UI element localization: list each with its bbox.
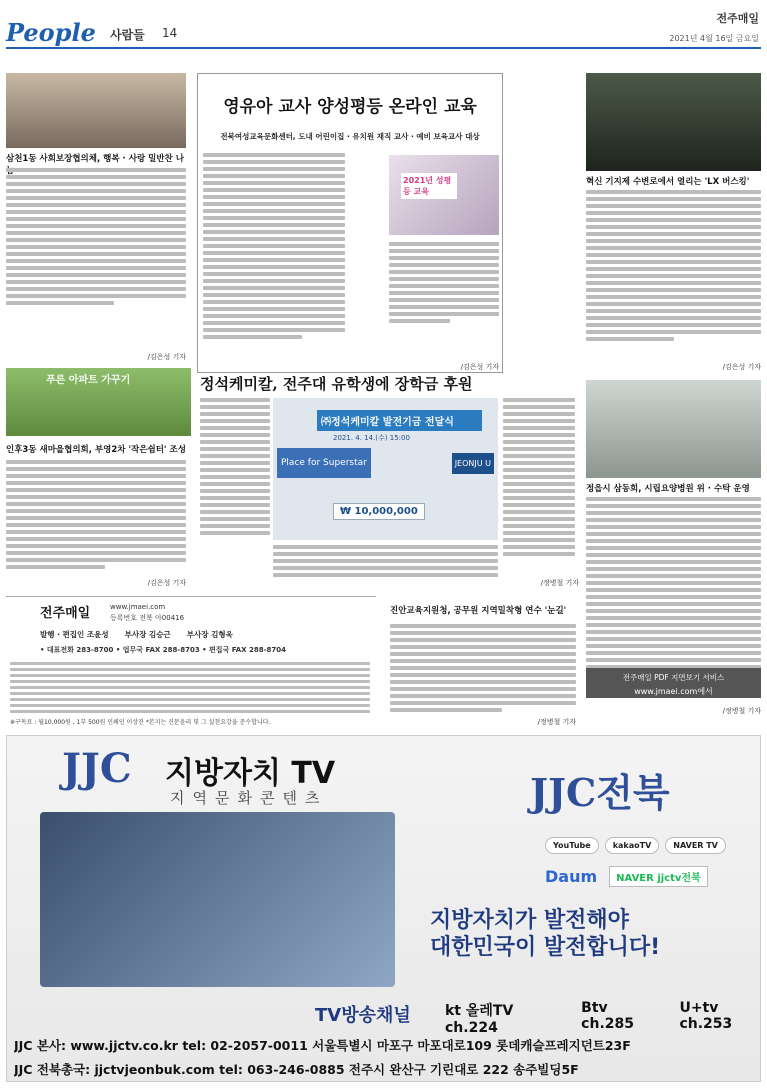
section-subtitle: 사람들 [110, 28, 145, 42]
article2-body-col1 [203, 153, 345, 339]
article2-photo-caption: 2021년 성평등 교육 [401, 173, 457, 199]
article5-body-col3 [503, 398, 575, 556]
jjc-right-logo: JJC전북 [530, 770, 670, 815]
tv-channels [445, 1000, 767, 1036]
section-title: People [6, 18, 96, 47]
brand-name: 전주매일 [716, 12, 759, 25]
masthead-footer: ※구독료 : 월10,000원 , 1부 500원 인쇄인 이상진 *본지는 신문윤리 및 그 실천요강을 준수합니다. [10, 719, 271, 726]
article3-headline: 혁신 기지제 수변로에서 열리는 'LX 버스킹' [586, 177, 750, 187]
ad-slogan-2: 대한민국이 발전합니다! [430, 935, 661, 960]
pdf-service-box[interactable] [586, 668, 761, 698]
article7-byline: /정병철 기자 [537, 718, 576, 726]
article5-photo [273, 398, 498, 540]
article4-banner: 푸른 아파트 가꾸기 [46, 375, 131, 386]
channel-olleh: kt 올레TV ch.224 [445, 1003, 514, 1036]
pdf-service-line1: 전주매일 PDF 지면보기 서비스 [622, 673, 725, 682]
article7-headline: 진안교육지원청, 공무원 지역밀착형 연수 '눈길' [390, 606, 567, 616]
article2-photo [389, 155, 499, 235]
article5-univ-text: JEONJU U [452, 453, 494, 474]
article4-body [6, 460, 186, 569]
article3-photo [586, 73, 761, 171]
article2-body-col2 [389, 242, 499, 323]
masthead-staff [40, 629, 370, 640]
article2-headline: 영유아 교사 양성평등 온라인 교육 [223, 97, 477, 117]
article5-amount: ₩ 10,000,000 [333, 503, 425, 520]
header-rule [6, 47, 761, 49]
youtube-badge[interactable]: YouTube [545, 837, 599, 854]
issue-date: 2021년 4월 16일 금요일 [669, 34, 759, 43]
article4-headline: 인후3동 새마을협의회, 부영2차 '작은쉼터' 조성 [6, 445, 186, 455]
article4-photo [6, 368, 191, 436]
article6-byline: /정병철 기자 [722, 707, 761, 715]
article1-photo [6, 73, 186, 148]
jjc-portals [545, 866, 708, 887]
naver-logo[interactable]: NAVER jjctv전북 [609, 866, 708, 887]
article1-headline: 삼천1동 사회보장협의체, 행복 · 사랑 밀반찬 나 [6, 154, 184, 164]
jjc-logo: JJC [62, 745, 132, 792]
masthead-title: 전주매일 [40, 606, 91, 621]
ad-slogan-1: 지방자치가 발전해야 [430, 908, 629, 933]
jjc-title: 지방자치 TV [165, 756, 336, 791]
article5-headline: 정석케미칼, 전주대 유학생에 장학금 후원 [200, 375, 473, 393]
staff-publisher: 발행 · 편집인 조윤성 [40, 630, 109, 639]
article3-byline: /김은성 기자 [722, 363, 761, 371]
article6-body [586, 497, 761, 683]
pdf-service-line2: www.jmaei.com에서 [634, 687, 713, 696]
article5-byline: /정병철 기자 [540, 579, 579, 587]
masthead-branches [10, 662, 370, 713]
article5-body-col2 [273, 545, 498, 577]
daum-logo[interactable]: Daum [545, 867, 598, 886]
channel-uplus: U+tv ch.253 [679, 1000, 733, 1032]
article3-body [586, 190, 761, 341]
article2-byline: /김은성 기자 [460, 363, 499, 371]
article5-banner-text: ㈜정석케미칼 발전기금 전달식 [317, 410, 482, 431]
article5-poster-text: Place for Superstar [277, 448, 371, 478]
jjc-tagline: 지역문화콘텐츠 [170, 789, 328, 807]
article5-body-col1 [200, 398, 270, 535]
jjc-tv-collage [40, 812, 395, 987]
ad-footer-hq: JJC 본사: www.jjctv.co.kr tel: 02-2057-0011 서울특별시 마포구 마포대로109 롯데캐슬프레지던트23F [14, 1038, 631, 1053]
staff-vp2: 부사장 김형욱 [186, 630, 233, 639]
jjc-platforms [545, 837, 726, 854]
article1-body [6, 168, 186, 305]
masthead-top-rule [6, 596, 376, 597]
navertv-badge[interactable]: NAVER TV [665, 837, 726, 854]
article2-subhead: 전북여성교육문화센터, 도내 어린이집 · 유치원 재직 교사 · 예비 보육교사 대상 [220, 132, 480, 141]
article4-byline: /김은성 기자 [147, 579, 186, 587]
channel-btv: Btv ch.285 [581, 1000, 634, 1032]
masthead-tel: • 대표전화 283-8700 • 업무국 FAX 288-8703 • 편집국 FAX 288-8704 [40, 646, 286, 654]
article7-body [390, 624, 576, 712]
masthead-url[interactable]: www.jmaei.com [110, 603, 166, 611]
staff-vp1: 부사장 김승근 [124, 630, 171, 639]
masthead-reg: 등록번호 전북 아00416 [110, 614, 185, 622]
kakaotv-badge[interactable]: kakaoTV [605, 837, 660, 854]
ad-footer-branch: JJC 전북총국: jjctvjeonbuk.com tel: 063-246-0885 전주시 완산구 기린대로 222 송주빌딩5F [14, 1062, 579, 1077]
tv-channel-label: TV방송채널 [315, 1005, 411, 1026]
article5-date-text: 2021. 4. 14.(수) 15:00 [333, 434, 410, 442]
article6-photo [586, 380, 761, 478]
article1-byline: /김은성 기자 [147, 353, 186, 361]
page-number: 14 [162, 26, 178, 40]
article6-headline: 정읍시 삼동회, 시립요양병원 위 · 수탁 운영 [586, 484, 750, 494]
